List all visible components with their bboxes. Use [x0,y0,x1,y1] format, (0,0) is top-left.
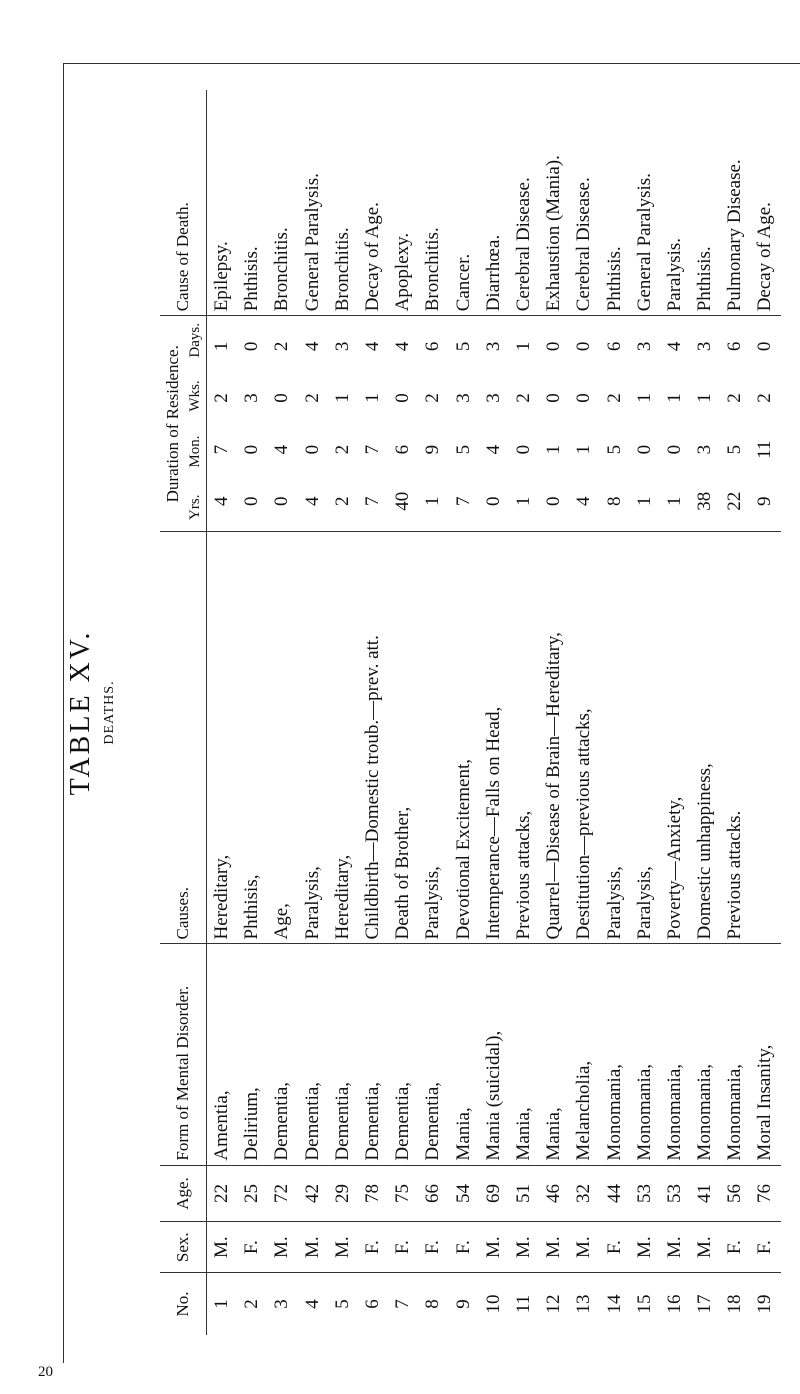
duration-wks: 1 [633,393,655,403]
cell-cause: Death of Brother, [388,532,418,944]
table-subtitle: DEATHS. [102,680,117,745]
cell-cause: Destitution—previous attacks, [569,532,599,944]
cell-form: Monomania, [599,944,629,1165]
cell-age: 56 [720,1165,750,1222]
duration-values [543,320,565,527]
duration-days: 3 [331,341,353,352]
duration-values [271,320,293,527]
cell-cause: Domestic unhappiness, [690,532,720,944]
duration-mon: 0 [633,444,655,455]
cell-cause-of-death: Apoplexy. [388,90,418,316]
cell-cause [750,532,780,944]
duration-days: 1 [211,341,233,352]
cell-no: 3 [271,1299,293,1309]
cell-cause: Phthisis, [237,532,267,944]
duration-yrs: 4 [573,496,595,506]
cell-form: Dementia, [388,944,418,1165]
duration-wks: 2 [512,393,534,403]
duration-days: 0 [573,341,595,352]
header-duration-label: Duration of Residence. [162,345,182,503]
cell-duration [660,316,690,532]
cell-sex: M. [479,1222,509,1273]
header-duration [160,316,207,532]
cell-no: 19 [754,1294,776,1314]
cell-duration [328,316,358,532]
duration-yrs: 1 [663,496,685,506]
cell-duration [569,316,599,532]
duration-days: 0 [241,341,263,352]
cell-cause-of-death: Exhaustion (Mania). [539,90,569,316]
cell-sex: F. [720,1222,750,1273]
cell-cause: Intemperance—Falls on Head, [479,532,509,944]
cell-no: 10 [482,1294,504,1314]
duration-mon: 4 [271,444,293,455]
cell-cause: Previous attacks, [509,532,539,944]
table-row [479,90,509,1335]
table-row [630,90,660,1335]
cell-cause: Previous attacks. [720,532,750,944]
table-title: TABLE XV. [65,629,96,796]
cell-duration [720,316,750,532]
cell-form: Dementia, [358,944,388,1165]
duration-days: 4 [301,341,323,352]
duration-yrs: 1 [512,496,534,506]
duration-wks: 1 [663,393,685,403]
cell-no: 7 [392,1299,414,1309]
duration-values [604,320,626,527]
duration-values [664,320,686,527]
cell-no: 16 [663,1294,685,1314]
cell-duration [630,316,660,532]
cell-cause-of-death: Decay of Age. [750,90,780,316]
duration-days: 0 [754,341,776,352]
cell-no: 12 [543,1294,565,1314]
cell-cause-of-death: Diarrhœa. [479,90,509,316]
cell-form: Mania, [509,944,539,1165]
duration-yrs: 2 [331,496,353,506]
duration-values [694,320,716,527]
cell-cause-of-death: Cerebral Disease. [569,90,599,316]
cell-age: 22 [207,1165,238,1222]
table-row [328,90,358,1335]
duration-values [634,320,656,527]
cell-age: 53 [660,1165,690,1222]
duration-values [211,320,233,527]
cell-age: 44 [599,1165,629,1222]
duration-days: 1 [512,341,534,352]
duration-mon: 0 [301,444,323,455]
cell-form: Monomania, [660,944,690,1165]
header-days: Days. [186,323,203,358]
cell-no: 6 [362,1299,384,1309]
cell-sex: F. [418,1222,448,1273]
table-row [569,90,599,1335]
cell-no: 17 [694,1294,716,1314]
duration-mon: 0 [663,444,685,455]
table-row [237,90,267,1335]
duration-mon: 4 [482,444,504,455]
duration-wks: 0 [573,393,595,403]
duration-values [453,320,475,527]
duration-yrs: 1 [422,496,444,506]
duration-mon: 9 [422,444,444,455]
duration-days: 4 [663,341,685,352]
duration-yrs: 4 [301,496,323,506]
cell-cause-of-death: Decay of Age. [358,90,388,316]
cell-no: 8 [422,1299,444,1309]
table-body [207,90,781,1335]
cell-cause-of-death: Bronchitis. [267,90,297,316]
duration-yrs: 0 [241,496,263,506]
header-yrs: Yrs. [186,494,203,520]
cell-cause-of-death: Pulmonary Disease. [720,90,750,316]
cell-sex: M. [630,1222,660,1273]
cell-age: 51 [509,1165,539,1222]
cell-sex: F. [750,1222,780,1273]
cell-age: 46 [539,1165,569,1222]
duration-yrs: 9 [754,496,776,506]
page-number: 20 [38,1364,53,1380]
duration-wks: 2 [603,393,625,403]
cell-form: Melancholia, [569,944,599,1165]
cell-duration [388,316,418,532]
duration-wks: 2 [724,393,746,403]
duration-wks: 3 [241,393,263,403]
duration-wks: 2 [422,393,444,403]
cell-form: Delirium, [237,944,267,1165]
page-edge-top [64,63,800,64]
cell-no: 5 [331,1299,353,1309]
header-row [160,90,207,1335]
header-causes: Causes. [160,532,207,944]
duration-mon: 1 [573,444,595,455]
header-form: Form of Mental Disorder. [160,944,207,1165]
duration-mon: 0 [241,444,263,455]
duration-yrs: 7 [362,496,384,506]
duration-yrs: 22 [724,491,746,511]
header-wks: Wks. [186,380,203,412]
cell-age: 32 [569,1165,599,1222]
cell-form: Dementia, [418,944,448,1165]
cell-form: Mania, [449,944,479,1165]
cell-sex: M. [207,1222,238,1273]
table-row [207,90,238,1335]
header-sex: Sex. [160,1222,207,1273]
duration-mon: 11 [754,440,776,459]
duration-days: 6 [724,341,746,352]
cell-duration [237,316,267,532]
cell-duration [509,316,539,532]
table-row [660,90,690,1335]
cell-age: 69 [479,1165,509,1222]
cell-cause-of-death: General Paralysis. [298,90,328,316]
cell-sex: M. [328,1222,358,1273]
duration-mon: 7 [362,444,384,455]
cell-cause: Devotional Excitement, [449,532,479,944]
cell-sex: M. [539,1222,569,1273]
table-row [750,90,780,1335]
cell-sex: F. [599,1222,629,1273]
cell-form: Dementia, [267,944,297,1165]
cell-form: Moral Insanity, [750,944,780,1165]
duration-days: 6 [422,341,444,352]
cell-cause: Age, [267,532,297,944]
duration-days: 4 [362,341,384,352]
cell-cause: Hereditary, [207,532,238,944]
duration-values [362,320,384,527]
cell-sex: F. [358,1222,388,1273]
header-cause-of-death: Cause of Death. [160,90,207,316]
cell-age: 54 [449,1165,479,1222]
cell-age: 78 [358,1165,388,1222]
cell-age: 42 [298,1165,328,1222]
cell-duration [690,316,720,532]
table-row [599,90,629,1335]
deaths-table [160,90,781,1335]
cell-no: 15 [633,1294,655,1314]
cell-sex: F. [449,1222,479,1273]
duration-subheaders [187,320,204,527]
cell-duration [418,316,448,532]
cell-no: 2 [241,1299,263,1309]
duration-values [302,320,324,527]
cell-duration [267,316,297,532]
cell-age: 75 [388,1165,418,1222]
cell-age: 66 [418,1165,448,1222]
cell-cause-of-death: Paralysis. [660,90,690,316]
duration-values [754,320,776,527]
cell-cause-of-death: Cerebral Disease. [509,90,539,316]
duration-days: 3 [633,341,655,352]
duration-mon: 3 [694,444,716,455]
duration-values [422,320,444,527]
cell-duration [599,316,629,532]
header-no: No. [160,1273,207,1336]
cell-cause-of-death: Cancer. [449,90,479,316]
cell-cause: Quarrel—Disease of Brain—Hereditary, [539,532,569,944]
table-row [690,90,720,1335]
cell-age: 53 [630,1165,660,1222]
duration-yrs: 8 [603,496,625,506]
cell-form: Monomania, [630,944,660,1165]
duration-yrs: 7 [452,496,474,506]
duration-yrs: 40 [392,491,414,511]
cell-sex: M. [267,1222,297,1273]
table-row [509,90,539,1335]
duration-mon: 0 [512,444,534,455]
duration-days: 4 [392,341,414,352]
duration-mon: 1 [543,444,565,455]
page-edge-left [63,63,64,1363]
duration-wks: 0 [271,393,293,403]
cell-age: 29 [328,1165,358,1222]
duration-wks: 1 [331,393,353,403]
cell-cause-of-death: Bronchitis. [328,90,358,316]
cell-sex: M. [509,1222,539,1273]
cell-duration [298,316,328,532]
cell-form: Mania (suicidal), [479,944,509,1165]
cell-duration [479,316,509,532]
cell-no: 13 [573,1294,595,1314]
table-row [539,90,569,1335]
duration-mon: 7 [211,444,233,455]
duration-wks: 3 [452,393,474,403]
cell-cause-of-death: Phthisis. [599,90,629,316]
duration-values [241,320,263,527]
duration-mon: 5 [452,444,474,455]
duration-yrs: 4 [211,496,233,506]
duration-days: 2 [271,341,293,352]
cell-form: Monomania, [720,944,750,1165]
duration-days: 3 [694,341,716,352]
duration-mon: 5 [724,444,746,455]
cell-form: Amentia, [207,944,238,1165]
cell-duration [750,316,780,532]
cell-form: Dementia, [298,944,328,1165]
duration-values [513,320,535,527]
duration-wks: 0 [543,393,565,403]
cell-form: Dementia, [328,944,358,1165]
duration-days: 3 [482,341,504,352]
cell-sex: M. [690,1222,720,1273]
cell-form: Mania, [539,944,569,1165]
duration-values [392,320,414,527]
cell-cause-of-death: General Paralysis. [630,90,660,316]
duration-wks: 1 [362,393,384,403]
duration-yrs: 0 [482,496,504,506]
duration-values [332,320,354,527]
duration-yrs: 0 [543,496,565,506]
header-mon: Mon. [186,435,203,468]
cell-cause: Hereditary, [328,532,358,944]
duration-mon: 6 [392,444,414,455]
table-row [267,90,297,1335]
header-age: Age. [160,1165,207,1222]
cell-cause: Childbirth—Domestic troub.—prev. att. [358,532,388,944]
cell-no: 1 [211,1299,233,1309]
cell-cause: Paralysis, [418,532,448,944]
cell-cause: Poverty—Anxiety, [660,532,690,944]
cell-duration [358,316,388,532]
cell-sex: F. [237,1222,267,1273]
duration-wks: 0 [392,393,414,403]
duration-yrs: 0 [271,496,293,506]
cell-age: 76 [750,1165,780,1222]
cell-cause: Paralysis, [630,532,660,944]
duration-days: 5 [452,341,474,352]
table-row [449,90,479,1335]
cell-form: Monomania, [690,944,720,1165]
cell-cause-of-death: Phthisis. [237,90,267,316]
table-row [720,90,750,1335]
duration-days: 6 [603,341,625,352]
duration-wks: 2 [301,393,323,403]
cell-duration [449,316,479,532]
duration-values [573,320,595,527]
cell-age: 25 [237,1165,267,1222]
cell-cause-of-death: Phthisis. [690,90,720,316]
duration-wks: 2 [211,393,233,403]
duration-yrs: 38 [694,491,716,511]
cell-no: 9 [452,1299,474,1309]
duration-values [724,320,746,527]
duration-wks: 1 [694,393,716,403]
table-row [388,90,418,1335]
duration-values [483,320,505,527]
duration-days: 0 [543,341,565,352]
cell-cause: Paralysis, [298,532,328,944]
cell-sex: M. [660,1222,690,1273]
duration-mon: 5 [603,444,625,455]
table-row [418,90,448,1335]
cell-sex: M. [298,1222,328,1273]
cell-no: 4 [301,1299,323,1309]
cell-no: 11 [512,1294,534,1314]
cell-cause-of-death: Epilepsy. [207,90,238,316]
duration-wks: 2 [754,393,776,403]
cell-sex: M. [569,1222,599,1273]
cell-cause: Paralysis, [599,532,629,944]
cell-duration [539,316,569,532]
cell-no: 18 [724,1294,746,1314]
duration-yrs: 1 [633,496,655,506]
cell-age: 41 [690,1165,720,1222]
cell-no: 14 [603,1294,625,1314]
table-row [298,90,328,1335]
duration-mon: 2 [331,444,353,455]
cell-duration [207,316,238,532]
rotated-table-page [65,90,776,1335]
cell-cause-of-death: Bronchitis. [418,90,448,316]
cell-sex: F. [388,1222,418,1273]
table-row [358,90,388,1335]
cell-age: 72 [267,1165,297,1222]
duration-wks: 3 [482,393,504,403]
